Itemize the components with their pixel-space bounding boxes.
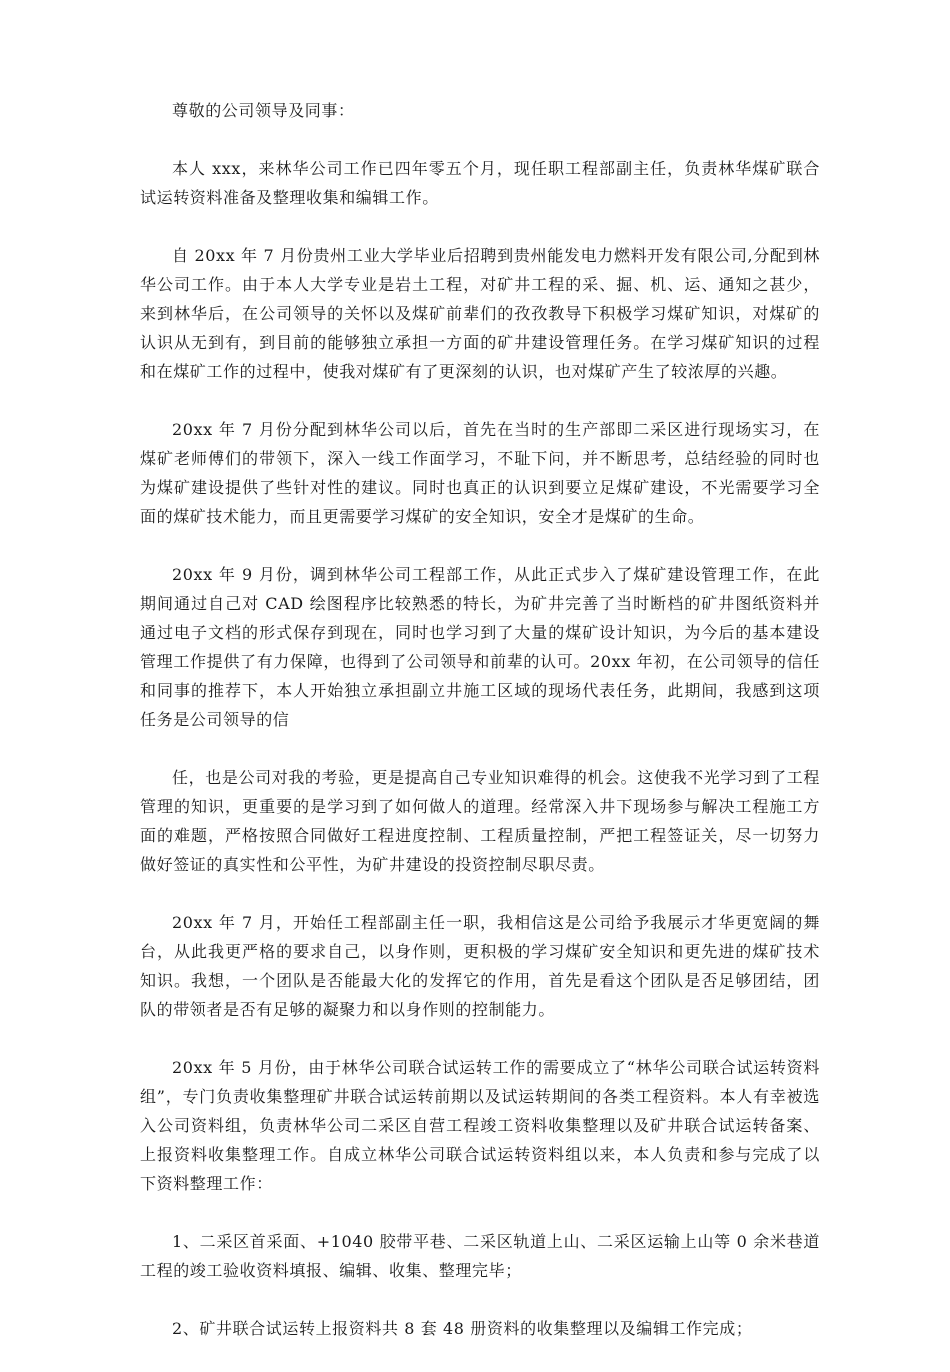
paragraph-education: 自 20xx 年 7 月份贵州工业大学毕业后招聘到贵州能发电力燃料开发有限公司,分配到林华公司工作。由于本人大学专业是岩土工程，对矿井工程的采、掘、机、运、通知之甚少，来到林华后，在公司领导的关怀以及煤矿前辈们的孜孜教导下积极学习煤矿知识，对煤矿的认识从无到有，到目前的能够独立承担一方面的矿井建设管理任务。在学习煤矿知识的过程和在煤矿工作的过程中，使我对煤矿有了更深刻的认识，也对煤矿产生了较浓厚的兴趣。 <box>140 246 820 381</box>
list-item-2: 2、矿井联合试运转上报资料共 8 套 48 册资料的收集整理以及编辑工作完成； <box>172 1319 753 1338</box>
salutation: 尊敬的公司领导及同事： <box>172 101 355 120</box>
paragraph-data-team: 20xx 年 5 月份，由于林华公司联合试运转工作的需要成立了“林华公司联合试运转资料组”，专门负责收集整理矿井联合试运转前期以及试运转期间的各类工程资料。本人有幸被选入公司资料组，负责林华公司二采区自营工程竣工资料收集整理以及矿井联合试运转备案、上报资料收集整理工作。自成立林华公司联合试运转资料组以来，本人负责和参与完成了以下资料整理工作： <box>140 1058 820 1193</box>
paragraph-deputy-director: 20xx 年 7 月，开始任工程部副主任一职，我相信这是公司给予我展示才华更宽阔的舞台，从此我更严格的要求自己，以身作则，更积极的学习煤矿安全知识和更先进的煤矿技术知识。我想，一个团队是否能最大化的发挥它的作用，首先是看这个团队是否足够团结，团队的带领者是否有足够的凝聚力和以身作则的控制能力。 <box>140 913 820 1019</box>
paragraph-engineering-dept: 20xx 年 9 月份，调到林华公司工程部工作，从此正式步入了煤矿建设管理工作，在此期间通过自己对 CAD 绘图程序比较熟悉的特长，为矿井完善了当时断档的矿井图纸资料并通过电子文档的形式保存到现在，同时也学习到了大量的煤矿设计知识，为今后的基本建设管理工作提供了有力保障，也得到了公司领导和前辈的认可。20xx 年初，在公司领导的信任和同事的推荐下，本人开始独立承担副立井施工区域的现场代表任务，此期间，我感到这项任务是公司领导的信 <box>140 565 820 729</box>
paragraph-intro: 本人 xxx，来林华公司工作已四年零五个月，现任职工程部副主任，负责林华煤矿联合试运转资料准备及整理收集和编辑工作。 <box>140 159 820 207</box>
paragraph-trust: 任，也是公司对我的考验，更是提高自己专业知识难得的机会。这使我不光学习到了工程管理的知识，更重要的是学习到了如何做人的道理。经常深入井下现场参与解决工程施工方面的难题，严格按照合同做好工程进度控制、工程质量控制，严把工程签证关，尽一切努力做好签证的真实性和公平性，为矿井建设的投资控制尽职尽责。 <box>140 768 820 874</box>
document-body <box>140 96 820 1372</box>
list-item-1: 1、二采区首采面、+1040 胶带平巷、二采区轨道上山、二采区运输上山等 0 余米巷道工程的竣工验收资料填报、编辑、收集、整理完毕； <box>140 1232 820 1280</box>
paragraph-internship: 20xx 年 7 月份分配到林华公司以后，首先在当时的生产部即二采区进行现场实习，在煤矿老师傅们的带领下，深入一线工作面学习，不耻下问，并不断思考，总结经验的同时也为煤矿建设提供了些针对性的建议。同时也真正的认识到要立足煤矿建设，不光需要学习全面的煤矿技术能力，而且更需要学习煤矿的安全知识，安全才是煤矿的生命。 <box>140 420 820 526</box>
